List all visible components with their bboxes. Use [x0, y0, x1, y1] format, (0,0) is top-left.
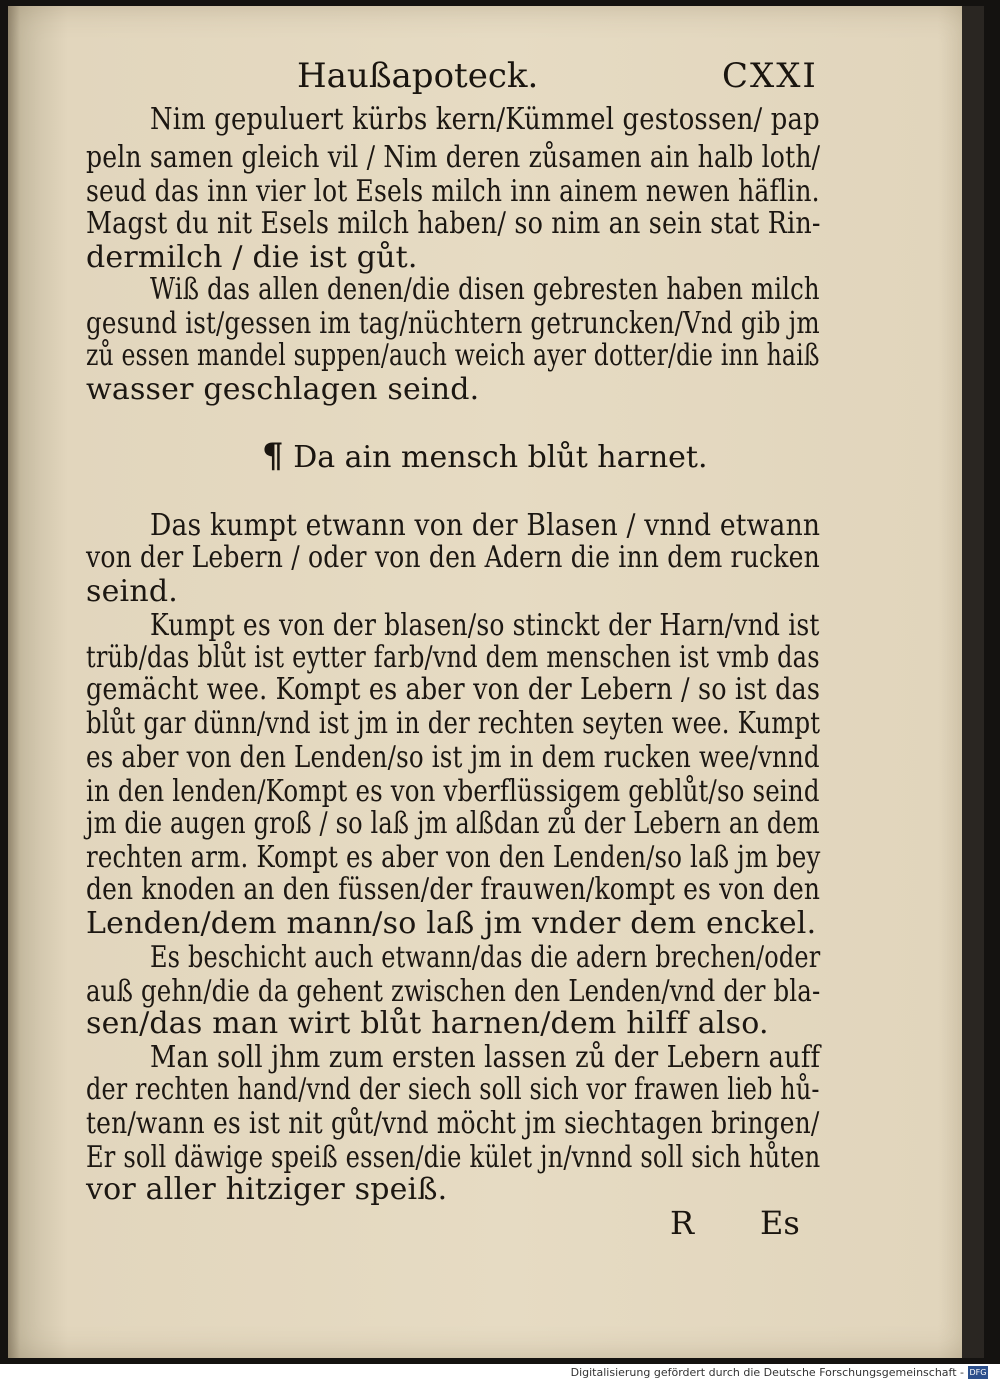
folio-number: CXXI — [722, 56, 818, 96]
text-line: seud das inn vier lot Esels milch inn ainem newen häflin. — [86, 174, 820, 209]
text-line: es aber von den Lenden/so ist jm in dem rucken wee/vnnd — [86, 740, 820, 775]
text-line: den knoden an den füssen/der frauwen/kompt es von den — [86, 872, 821, 907]
text-line: gesund ist/gessen im tag/nüchtern getruncken/Vnd gib jm — [86, 306, 820, 341]
text-line: vor aller hitziger speiß. — [86, 1172, 448, 1207]
text-line: gemächt wee. Kompt es aber von der Lebern / so ist das — [86, 672, 821, 707]
text-line: der rechten hand/vnd der siech soll sich vor frawen lieb hů- — [86, 1072, 820, 1107]
text-line: auß gehn/die da gehent zwischen den Lenden/vnd der bla- — [86, 974, 821, 1009]
text-line: Es beschicht auch etwann/das die adern brechen/oder — [150, 940, 821, 975]
text-line: peln samen gleich vil / Nim deren zůsamen ain halb loth/ — [86, 140, 821, 175]
text-line: Kumpt es von der blasen/so stinckt der Harn/vnd ist — [150, 608, 820, 643]
text-line: von der Lebern / oder von den Adern die inn dem rucken — [86, 540, 820, 575]
text-line: Lenden/dem mann/so laß jm vnder dem enckel. — [86, 906, 817, 941]
text-line: Wiß das allen denen/die disen gebresten haben milch — [150, 272, 820, 307]
text-line: blůt gar dünn/vnd ist jm in der rechten seyten wee. Kumpt — [86, 706, 821, 741]
section-heading-text: Da ain mensch blůt harnet. — [293, 440, 708, 475]
text-line: dermilch / die ist gůt. — [86, 240, 418, 275]
text-line: jm die augen groß / so laß jm alßdan zů der Lebern an dem — [86, 806, 820, 841]
text-line: sen/das man wirt blůt harnen/dem hilff also. — [86, 1006, 769, 1041]
text-line: rechten arm. Kompt es aber von den Lenden/so laß jm bey — [86, 840, 821, 875]
running-title: Haußapoteck. — [297, 56, 539, 96]
page-edge — [962, 6, 984, 1358]
signature-mark: R — [670, 1204, 695, 1242]
text-line: wasser geschlagen seind. — [86, 372, 480, 407]
text-line: zů essen mandel suppen/auch weich ayer dotter/die inn haiß — [86, 338, 820, 373]
pilcrow-mark: ¶ — [262, 436, 284, 476]
section-heading — [262, 436, 708, 476]
text-line: Man soll jhm zum ersten lassen zů der Lebern auff — [150, 1040, 821, 1075]
text-line: seind. — [86, 574, 179, 609]
text-line: Das kumpt etwann von der Blasen / vnnd etwann — [150, 508, 821, 543]
text-line: Er soll däwige speiß essen/die kület jn/vnnd soll sich hůten — [86, 1140, 821, 1175]
dfg-logo: DFG — [969, 1368, 987, 1377]
text-line: ten/wann es ist nit gůt/vnd möcht jm siechtagen bringen/ — [86, 1106, 820, 1141]
text-line: in den lenden/Kompt es von vberflüssigem geblůt/so seind — [86, 774, 820, 809]
catchword: Es — [760, 1204, 800, 1242]
digitization-credit: Digitalisierung gefördert durch die Deutsche Forschungsgemeinschaft - — [570, 1366, 964, 1379]
text-line: trüb/das blůt ist eytter farb/vnd dem menschen ist vmb das — [86, 640, 820, 675]
text-line: Magst du nit Esels milch haben/ so nim an sein stat Rin- — [86, 206, 821, 241]
text-line: Nim gepuluert kürbs kern/Kümmel gestossen/ pap — [150, 102, 820, 137]
